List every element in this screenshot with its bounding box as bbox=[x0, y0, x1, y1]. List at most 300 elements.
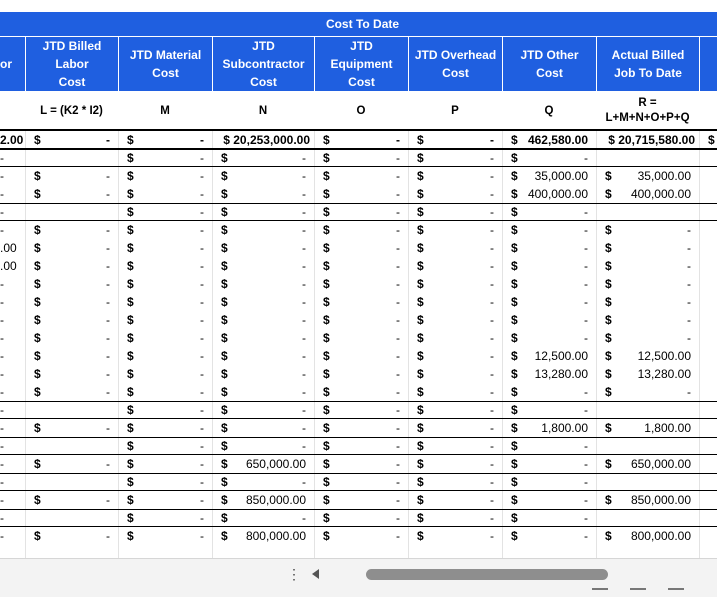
currency-symbol: $ bbox=[323, 277, 330, 291]
row-divider bbox=[0, 401, 717, 402]
table-cell[interactable] bbox=[502, 293, 596, 311]
formula-cell[interactable]: L = (K2 * I2) bbox=[25, 92, 118, 130]
table-cell[interactable] bbox=[118, 311, 212, 329]
table-cell[interactable] bbox=[212, 347, 314, 365]
cell-value: - bbox=[584, 151, 588, 165]
currency-symbol: $ bbox=[127, 313, 134, 327]
cell-value: - bbox=[584, 385, 588, 399]
table-cell[interactable]: $ bbox=[708, 133, 715, 147]
cell-value: - bbox=[396, 223, 400, 237]
table-cell[interactable] bbox=[25, 437, 118, 455]
cell-value: - bbox=[584, 475, 588, 489]
table-cell[interactable] bbox=[314, 167, 408, 185]
table-cell[interactable] bbox=[25, 419, 118, 437]
table-cell[interactable] bbox=[408, 527, 502, 545]
table-cell[interactable] bbox=[408, 509, 502, 527]
table-cell[interactable] bbox=[408, 401, 502, 419]
table-cell[interactable] bbox=[212, 473, 314, 491]
table-cell[interactable] bbox=[502, 437, 596, 455]
cell-value: - bbox=[490, 241, 494, 255]
edge-cell[interactable]: - bbox=[0, 457, 4, 471]
table-cell[interactable] bbox=[118, 455, 212, 473]
cell-value: - bbox=[396, 151, 400, 165]
table-cell[interactable] bbox=[25, 527, 118, 545]
table-cell[interactable] bbox=[25, 203, 118, 221]
cell-value: - bbox=[302, 439, 306, 453]
cell-value: - bbox=[396, 187, 400, 201]
table-cell[interactable] bbox=[502, 419, 596, 437]
formula-cell[interactable]: R = L+M+N+O+P+Q bbox=[596, 92, 699, 130]
table-cell[interactable] bbox=[408, 437, 502, 455]
table-cell[interactable] bbox=[408, 473, 502, 491]
table-cell[interactable] bbox=[502, 347, 596, 365]
table-cell[interactable] bbox=[596, 473, 699, 491]
cell-value: - bbox=[584, 331, 588, 345]
edge-cell[interactable]: - bbox=[0, 205, 4, 219]
formula-cell[interactable]: P bbox=[408, 92, 502, 130]
table-cell[interactable] bbox=[596, 455, 699, 473]
table-cell[interactable] bbox=[502, 473, 596, 491]
cell-value: - bbox=[200, 457, 204, 471]
currency-symbol: $ bbox=[323, 259, 330, 273]
cell-value: - bbox=[490, 259, 494, 273]
table-cell[interactable] bbox=[212, 455, 314, 473]
column-header-jtd_other[interactable]: JTD Other Cost bbox=[502, 37, 596, 91]
currency-symbol: $ bbox=[323, 367, 330, 381]
currency-symbol: $ bbox=[34, 295, 41, 309]
table-cell[interactable] bbox=[314, 383, 408, 401]
currency-symbol: $ bbox=[417, 223, 424, 237]
currency-symbol: $ bbox=[417, 205, 424, 219]
table-cell[interactable] bbox=[25, 293, 118, 311]
table-cell[interactable] bbox=[408, 419, 502, 437]
table-cell[interactable] bbox=[408, 149, 502, 167]
cell-value: - bbox=[200, 151, 204, 165]
column-header-next[interactable] bbox=[699, 37, 717, 91]
table-cell[interactable] bbox=[314, 455, 408, 473]
edge-cell[interactable]: - bbox=[0, 169, 4, 183]
table-cell[interactable] bbox=[596, 509, 699, 527]
edge-cell[interactable]: - bbox=[0, 295, 4, 309]
table-cell[interactable] bbox=[314, 419, 408, 437]
table-cell[interactable] bbox=[408, 491, 502, 509]
edge-cell[interactable]: - bbox=[0, 367, 4, 381]
cell-value: - bbox=[687, 241, 691, 255]
column-header-jtd_material[interactable]: JTD Material Cost bbox=[118, 37, 212, 91]
table-cell[interactable] bbox=[502, 131, 596, 149]
table-cell[interactable] bbox=[212, 257, 314, 275]
currency-symbol: $ bbox=[34, 133, 41, 147]
currency-symbol: $ bbox=[511, 295, 518, 309]
cell-value: $ 20,253,000.00 bbox=[223, 133, 310, 147]
table-cell[interactable] bbox=[408, 257, 502, 275]
table-cell[interactable] bbox=[25, 491, 118, 509]
edge-cell[interactable]: - bbox=[0, 403, 4, 417]
currency-symbol: $ bbox=[605, 241, 612, 255]
table-cell[interactable] bbox=[212, 221, 314, 239]
column-header-jtd_equip[interactable]: JTD Equipment Cost bbox=[314, 37, 408, 91]
table-cell[interactable] bbox=[25, 347, 118, 365]
horizontal-scrollbar[interactable] bbox=[322, 569, 712, 580]
table-cell[interactable] bbox=[314, 311, 408, 329]
table-cell[interactable] bbox=[212, 239, 314, 257]
cell-value: - bbox=[687, 295, 691, 309]
table-row bbox=[0, 527, 717, 545]
table-cell[interactable] bbox=[212, 401, 314, 419]
table-cell[interactable] bbox=[408, 383, 502, 401]
table-cell[interactable] bbox=[502, 239, 596, 257]
cell-value: - bbox=[490, 439, 494, 453]
cell-value: 850,000.00 bbox=[245, 493, 306, 507]
cell-value: - bbox=[490, 205, 494, 219]
table-cell[interactable] bbox=[596, 131, 699, 149]
edge-cell[interactable]: - bbox=[0, 421, 4, 435]
table-cell[interactable] bbox=[314, 275, 408, 293]
currency-symbol: $ bbox=[511, 403, 518, 417]
edge-cell[interactable]: - bbox=[0, 385, 4, 399]
table-cell[interactable] bbox=[502, 329, 596, 347]
table-cell[interactable] bbox=[314, 347, 408, 365]
table-row bbox=[0, 275, 717, 293]
cell-value: - bbox=[490, 349, 494, 363]
table-cell[interactable] bbox=[408, 329, 502, 347]
table-cell[interactable] bbox=[408, 455, 502, 473]
cell-value: - bbox=[200, 493, 204, 507]
edge-cell[interactable]: - bbox=[0, 529, 4, 543]
table-cell[interactable] bbox=[596, 347, 699, 365]
table-cell[interactable] bbox=[408, 185, 502, 203]
table-row bbox=[0, 401, 717, 419]
table-cell[interactable] bbox=[408, 311, 502, 329]
table-cell[interactable] bbox=[212, 491, 314, 509]
table-cell[interactable] bbox=[502, 221, 596, 239]
cell-value: - bbox=[490, 457, 494, 471]
edge-cell[interactable]: - bbox=[0, 331, 4, 345]
table-cell[interactable] bbox=[212, 329, 314, 347]
table-cell[interactable] bbox=[25, 509, 118, 527]
edge-cell[interactable]: - bbox=[0, 277, 4, 291]
table-cell[interactable] bbox=[118, 149, 212, 167]
table-cell[interactable] bbox=[502, 203, 596, 221]
table-cell[interactable] bbox=[314, 365, 408, 383]
edge-cell[interactable]: - bbox=[0, 511, 4, 525]
table-cell[interactable] bbox=[118, 203, 212, 221]
table-cell[interactable] bbox=[212, 365, 314, 383]
table-cell[interactable] bbox=[502, 527, 596, 545]
table-cell[interactable] bbox=[314, 203, 408, 221]
cell-value: - bbox=[396, 241, 400, 255]
normal-view-icon[interactable] bbox=[592, 588, 608, 598]
edge-cell[interactable]: - bbox=[0, 475, 4, 489]
cell-value: - bbox=[200, 277, 204, 291]
cell-value: - bbox=[302, 313, 306, 327]
cell-value: - bbox=[302, 187, 306, 201]
currency-symbol: $ bbox=[127, 295, 134, 309]
table-cell[interactable] bbox=[25, 239, 118, 257]
table-cell[interactable] bbox=[314, 293, 408, 311]
table-cell[interactable] bbox=[596, 527, 699, 545]
scrollbar-thumb[interactable] bbox=[366, 569, 608, 580]
table-cell[interactable] bbox=[502, 149, 596, 167]
table-cell[interactable] bbox=[408, 167, 502, 185]
currency-symbol: $ bbox=[511, 277, 518, 291]
edge-cell[interactable]: - bbox=[0, 439, 4, 453]
table-cell[interactable] bbox=[25, 329, 118, 347]
cell-value: - bbox=[106, 169, 110, 183]
table-cell[interactable] bbox=[502, 275, 596, 293]
table-row bbox=[0, 383, 717, 401]
table-cell[interactable] bbox=[502, 383, 596, 401]
table-cell[interactable] bbox=[596, 221, 699, 239]
table-cell[interactable] bbox=[212, 383, 314, 401]
currency-symbol: $ bbox=[221, 331, 228, 345]
formula-cell[interactable]: O bbox=[314, 92, 408, 130]
currency-symbol: $ bbox=[417, 457, 424, 471]
table-cell[interactable] bbox=[118, 401, 212, 419]
table-cell[interactable] bbox=[25, 149, 118, 167]
edge-cell[interactable]: - bbox=[0, 313, 4, 327]
table-cell[interactable] bbox=[596, 311, 699, 329]
table-cell[interactable] bbox=[502, 257, 596, 275]
table-cell[interactable] bbox=[596, 491, 699, 509]
cell-value: - bbox=[302, 475, 306, 489]
edge-cell[interactable]: - bbox=[0, 151, 4, 165]
table-cell[interactable] bbox=[212, 437, 314, 455]
table-cell[interactable] bbox=[212, 149, 314, 167]
cell-value: - bbox=[106, 367, 110, 381]
column-header-jtd_sub[interactable]: JTD Subcontractor Cost bbox=[212, 37, 314, 91]
table-cell[interactable] bbox=[25, 257, 118, 275]
currency-symbol: $ bbox=[127, 205, 134, 219]
cell-value: - bbox=[687, 259, 691, 273]
table-cell[interactable] bbox=[408, 221, 502, 239]
table-cell[interactable] bbox=[212, 275, 314, 293]
table-cell[interactable] bbox=[212, 131, 314, 149]
currency-symbol: $ bbox=[417, 511, 424, 525]
currency-symbol: $ bbox=[221, 511, 228, 525]
table-cell[interactable] bbox=[212, 419, 314, 437]
more-options-icon[interactable]: ⋮ bbox=[287, 566, 301, 582]
table-cell[interactable] bbox=[212, 293, 314, 311]
table-cell[interactable] bbox=[314, 257, 408, 275]
table-cell[interactable] bbox=[25, 455, 118, 473]
table-cell[interactable] bbox=[596, 149, 699, 167]
table-cell[interactable] bbox=[596, 383, 699, 401]
table-cell[interactable] bbox=[408, 293, 502, 311]
cell-value: - bbox=[396, 403, 400, 417]
edge-cell[interactable]: - bbox=[0, 493, 4, 507]
table-cell[interactable] bbox=[596, 185, 699, 203]
column-header-actual[interactable]: Actual Billed Job To Date bbox=[596, 37, 699, 91]
table-cell[interactable] bbox=[118, 365, 212, 383]
table-cell[interactable] bbox=[314, 221, 408, 239]
table-cell[interactable] bbox=[596, 419, 699, 437]
table-cell[interactable] bbox=[118, 275, 212, 293]
edge-cell[interactable]: - bbox=[0, 349, 4, 363]
formula-cell[interactable]: N bbox=[212, 92, 314, 130]
table-row bbox=[0, 293, 717, 311]
currency-symbol: $ bbox=[34, 457, 41, 471]
currency-symbol: $ bbox=[417, 295, 424, 309]
table-cell[interactable] bbox=[408, 365, 502, 383]
table-cell[interactable] bbox=[25, 401, 118, 419]
formula-cell[interactable]: M bbox=[118, 92, 212, 130]
table-cell[interactable] bbox=[25, 275, 118, 293]
scroll-left-icon[interactable] bbox=[312, 569, 319, 579]
group-header-row bbox=[0, 12, 717, 36]
table-cell[interactable] bbox=[314, 473, 408, 491]
cell-value: - bbox=[200, 511, 204, 525]
table-cell[interactable] bbox=[118, 131, 212, 149]
table-cell[interactable] bbox=[25, 473, 118, 491]
table-cell[interactable] bbox=[314, 131, 408, 149]
table-cell[interactable] bbox=[118, 239, 212, 257]
table-cell[interactable] bbox=[212, 527, 314, 545]
currency-symbol: $ bbox=[511, 205, 518, 219]
currency-symbol: $ bbox=[34, 241, 41, 255]
table-cell[interactable] bbox=[314, 329, 408, 347]
cell-value: - bbox=[396, 295, 400, 309]
cell-value: - bbox=[490, 313, 494, 327]
table-cell[interactable] bbox=[502, 509, 596, 527]
currency-symbol: $ bbox=[323, 205, 330, 219]
edge-cell[interactable]: .00 bbox=[0, 259, 17, 273]
table-cell[interactable] bbox=[118, 293, 212, 311]
table-cell[interactable] bbox=[25, 167, 118, 185]
currency-symbol: $ bbox=[127, 133, 134, 147]
table-cell[interactable] bbox=[502, 185, 596, 203]
cell-value: - bbox=[200, 385, 204, 399]
table-cell[interactable] bbox=[408, 131, 502, 149]
edge-cell[interactable]: - bbox=[0, 223, 4, 237]
table-cell[interactable] bbox=[408, 347, 502, 365]
cell-value: - bbox=[200, 241, 204, 255]
page-break-icon[interactable] bbox=[668, 588, 684, 598]
table-cell[interactable] bbox=[596, 203, 699, 221]
table-cell[interactable] bbox=[502, 455, 596, 473]
table-cell[interactable] bbox=[502, 401, 596, 419]
table-cell[interactable] bbox=[314, 527, 408, 545]
table-cell[interactable] bbox=[408, 239, 502, 257]
table-cell[interactable] bbox=[118, 257, 212, 275]
table-cell[interactable] bbox=[502, 365, 596, 383]
column-header-jtd_labor[interactable]: JTD Billed Labor Cost bbox=[25, 37, 118, 91]
cell-value: - bbox=[106, 133, 110, 147]
table-cell[interactable] bbox=[118, 437, 212, 455]
table-cell[interactable] bbox=[596, 293, 699, 311]
currency-symbol: $ bbox=[605, 385, 612, 399]
table-cell[interactable] bbox=[118, 473, 212, 491]
column-header-jtd_overhead[interactable]: JTD Overhead Cost bbox=[408, 37, 502, 91]
currency-symbol: $ bbox=[323, 421, 330, 435]
table-cell[interactable] bbox=[25, 221, 118, 239]
table-cell[interactable] bbox=[118, 221, 212, 239]
currency-symbol: $ bbox=[417, 385, 424, 399]
currency-symbol: $ bbox=[417, 403, 424, 417]
table-cell[interactable] bbox=[118, 383, 212, 401]
table-cell[interactable] bbox=[596, 365, 699, 383]
currency-symbol: $ bbox=[323, 529, 330, 543]
table-cell[interactable] bbox=[118, 329, 212, 347]
cell-value: - bbox=[302, 349, 306, 363]
table-cell[interactable] bbox=[502, 167, 596, 185]
table-cell[interactable] bbox=[314, 509, 408, 527]
cell-value: - bbox=[396, 511, 400, 525]
edge-cell[interactable]: .00 bbox=[0, 241, 17, 255]
table-row bbox=[0, 257, 717, 275]
currency-symbol: $ bbox=[127, 277, 134, 291]
table-cell[interactable] bbox=[502, 491, 596, 509]
currency-symbol: $ bbox=[34, 421, 41, 435]
table-cell[interactable] bbox=[596, 239, 699, 257]
table-cell[interactable] bbox=[502, 311, 596, 329]
currency-symbol: $ bbox=[127, 385, 134, 399]
table-cell[interactable] bbox=[596, 437, 699, 455]
cell-value: 400,000.00 bbox=[527, 187, 588, 201]
edge-cell[interactable]: 2.00 bbox=[0, 133, 24, 147]
currency-symbol: $ bbox=[221, 277, 228, 291]
table-cell[interactable] bbox=[314, 185, 408, 203]
currency-symbol: $ bbox=[34, 493, 41, 507]
table-row bbox=[0, 329, 717, 347]
cell-value: - bbox=[490, 475, 494, 489]
table-cell[interactable] bbox=[212, 185, 314, 203]
table-cell[interactable] bbox=[314, 239, 408, 257]
table-cell[interactable] bbox=[118, 347, 212, 365]
cell-value: - bbox=[396, 457, 400, 471]
table-cell[interactable] bbox=[25, 311, 118, 329]
cell-value: - bbox=[200, 529, 204, 543]
table-cell[interactable] bbox=[596, 167, 699, 185]
column-header-prev[interactable]: or bbox=[0, 37, 25, 91]
table-cell[interactable] bbox=[118, 419, 212, 437]
table-cell[interactable] bbox=[212, 311, 314, 329]
cell-value: - bbox=[584, 403, 588, 417]
table-cell[interactable] bbox=[212, 509, 314, 527]
cell-value: - bbox=[106, 349, 110, 363]
table-cell[interactable] bbox=[596, 257, 699, 275]
formula-cell[interactable]: Q bbox=[502, 92, 596, 130]
cell-value: - bbox=[584, 223, 588, 237]
table-cell[interactable] bbox=[25, 131, 118, 149]
page-layout-icon[interactable] bbox=[630, 588, 646, 598]
table-cell[interactable] bbox=[25, 185, 118, 203]
table-cell[interactable] bbox=[25, 365, 118, 383]
table-cell[interactable] bbox=[118, 509, 212, 527]
edge-cell[interactable]: - bbox=[0, 187, 4, 201]
table-cell[interactable] bbox=[596, 275, 699, 293]
table-cell[interactable] bbox=[118, 185, 212, 203]
currency-symbol: $ bbox=[511, 439, 518, 453]
table-cell[interactable] bbox=[212, 203, 314, 221]
table-cell[interactable] bbox=[314, 437, 408, 455]
table-cell[interactable] bbox=[212, 167, 314, 185]
cell-value: - bbox=[490, 403, 494, 417]
table-cell[interactable] bbox=[596, 401, 699, 419]
table-cell[interactable] bbox=[314, 149, 408, 167]
table-cell[interactable] bbox=[408, 275, 502, 293]
cell-value: - bbox=[396, 277, 400, 291]
table-cell[interactable] bbox=[118, 167, 212, 185]
table-cell[interactable] bbox=[408, 203, 502, 221]
table-cell[interactable] bbox=[118, 527, 212, 545]
table-cell[interactable] bbox=[314, 401, 408, 419]
formula-cell[interactable] bbox=[0, 92, 25, 130]
table-cell[interactable] bbox=[118, 491, 212, 509]
table-cell[interactable] bbox=[596, 329, 699, 347]
table-cell[interactable] bbox=[25, 383, 118, 401]
table-cell[interactable] bbox=[314, 491, 408, 509]
